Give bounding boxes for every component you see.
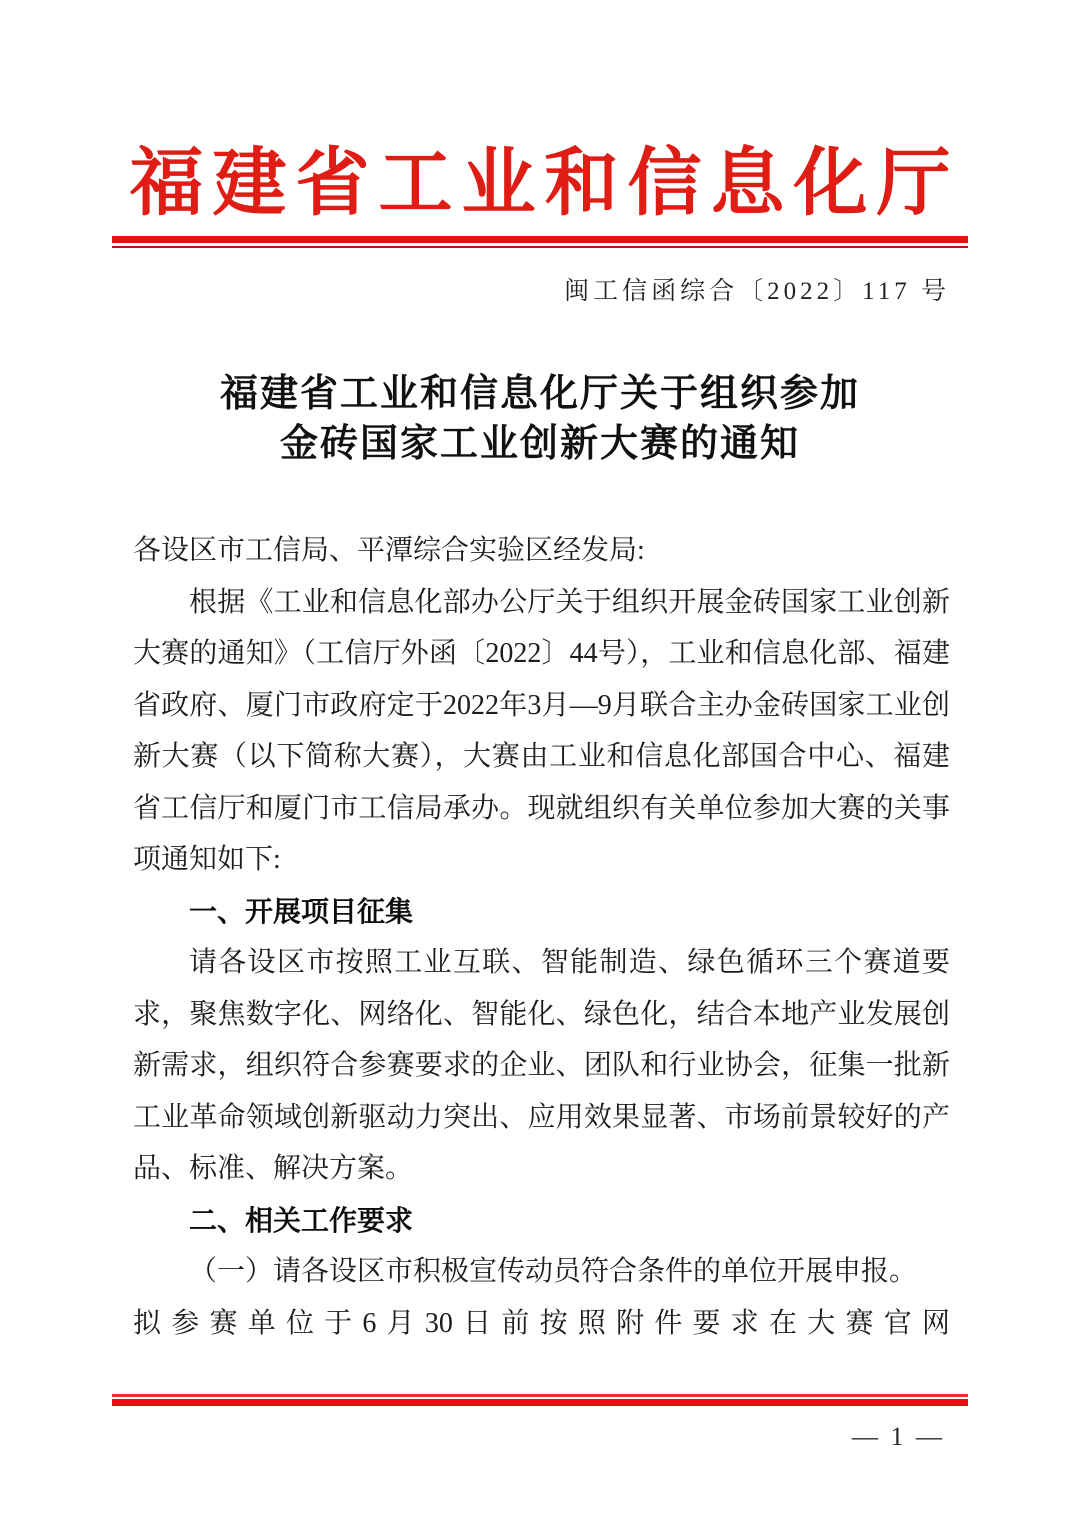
document-title-line-1: 福建省工业和信息化厅关于组织参加 — [219, 370, 860, 415]
document-reference-number: 闽工信函综合〔2022〕117 号 — [564, 278, 950, 305]
letterhead-divider-thin-line — [112, 246, 968, 248]
paragraph-work-requirements: （一）请各设区市积极宣传动员符合条件的单位开展申报。 — [189, 1256, 918, 1287]
document-title-line-2: 金砖国家工业创新大赛的通知 — [279, 420, 800, 465]
paragraph-continued-line: 拟参赛单位于6月30日前按照附件要求在大赛官网 — [133, 1307, 950, 1339]
letterhead-divider — [112, 236, 968, 248]
section-heading-2: 二、相关工作要求 — [189, 1204, 414, 1236]
paragraph-introduction: 根据《工业和信息化部办公厅关于组织开展金砖国家工业创新大赛的通知》（工信厅外函〔2022〕44号），工业和信息化部、福建省政府、厦门市政府定于2022年3月—9月联合主办金砖国家工业创新大赛（以下简称大赛），大赛由工业和信息化部国合中心、福建省工信厅和厦门市工信局承办。现就组织有关单位参加大赛的关事项通知如下: — [133, 586, 950, 875]
footer-divider-thick-line — [112, 1399, 968, 1406]
section-heading-1: 一、开展项目征集 — [189, 895, 414, 927]
document-title — [0, 368, 1080, 468]
paragraph-project-collection: 请各设区市按照工业互联、智能制造、绿色循环三个赛道要求，聚焦数字化、网络化、智能化、绿色化，结合本地产业发展创新需求，组织符合参赛要求的企业、团队和行业协会，征集一批新工业革命领域创新驱动力突出、应用效果显著、市场前景较好的产品、标准、解决方案。 — [133, 947, 950, 1184]
salutation-line: 各设区市工信局、平潭综合实验区经发局: — [133, 535, 645, 566]
page-number: — 1 — — [852, 1422, 945, 1451]
letterhead-agency-name: 福建省工业和信息化厅 — [129, 140, 960, 226]
document-body — [133, 525, 950, 1349]
footer-divider — [112, 1394, 968, 1406]
letterhead-divider-thick-line — [112, 236, 968, 243]
